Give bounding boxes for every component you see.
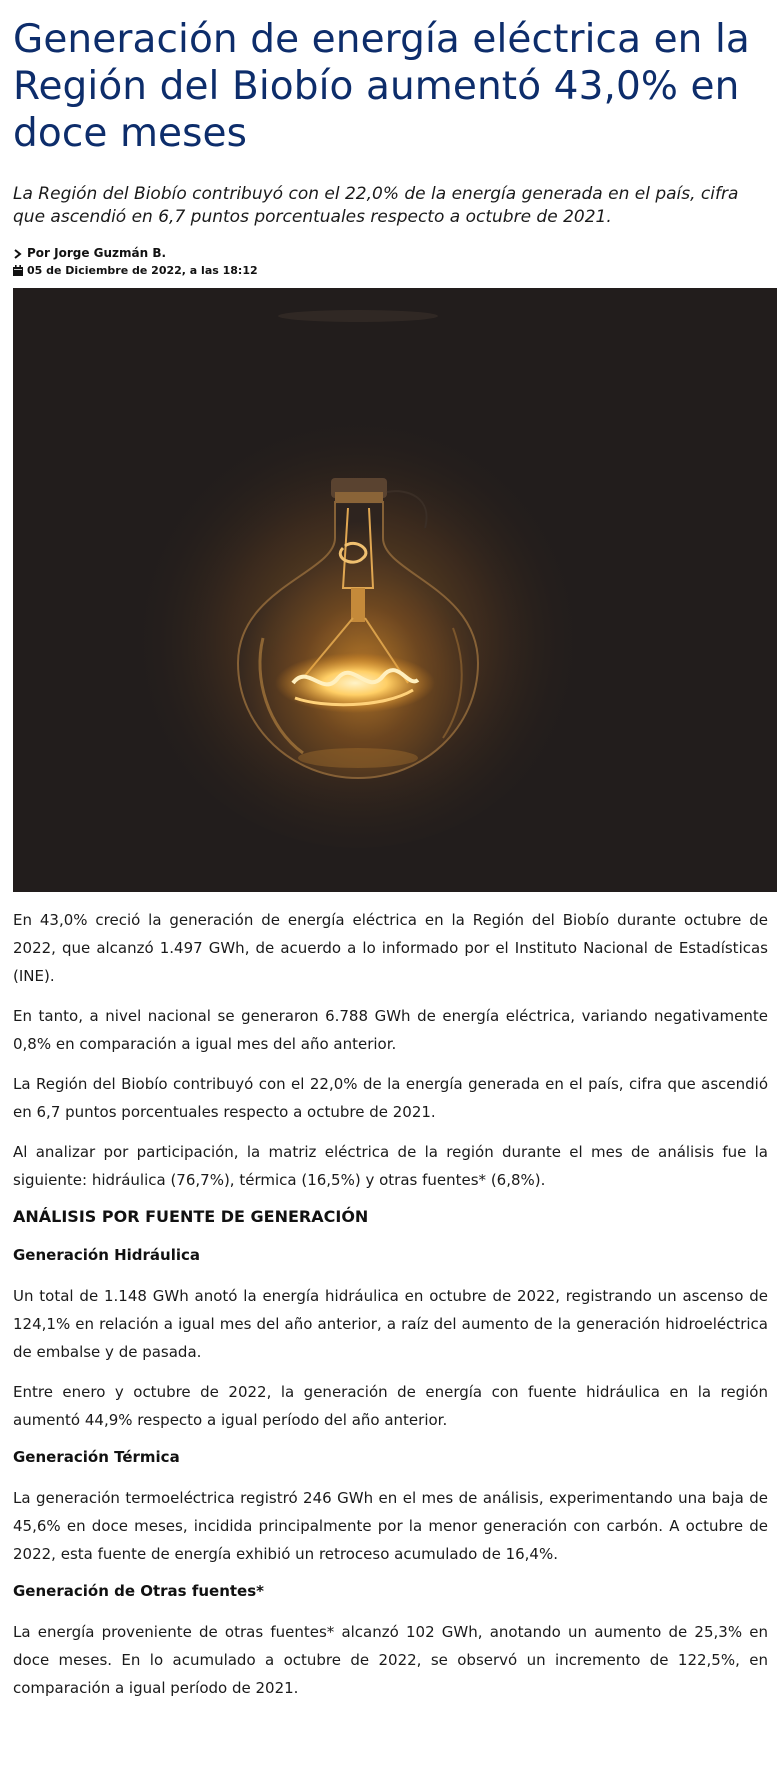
author-name[interactable]: Por Jorge Guzmán B.	[27, 246, 167, 260]
article-page	[0, 16, 781, 1789]
paragraph: Un total de 1.148 GWh anotó la energía hidráulica en octubre de 2022, registrando un ascenso de 124,1% en relación a igual mes del año anterior, a raíz del aumento de la generación hidroeléctrica de embalse y de pasada.	[13, 1287, 768, 1361]
publish-date: 05 de Diciembre de 2022, a las 18:12	[27, 264, 258, 277]
light-bulb-photo	[13, 288, 777, 892]
calendar-icon	[13, 265, 23, 276]
article-title: Generación de energía eléctrica en la Región del Biobío aumentó 43,0% en doce meses	[13, 17, 750, 156]
paragraph: La Región del Biobío contribuyó con el 22,0% de la energía generada en el país, cifra que ascendió en 6,7 puntos porcentuales respecto a octubre de 2021.	[13, 1075, 768, 1121]
subheading-thermal: Generación Térmica	[13, 1448, 180, 1466]
paragraph: Entre enero y octubre de 2022, la generación de energía con fuente hidráulica en la región aumentó 44,9% respecto a igual período del año anterior.	[13, 1383, 768, 1429]
paragraph: En 43,0% creció la generación de energía eléctrica en la Región del Biobío durante octubre de 2022, que alcanzó 1.497 GWh, de acuerdo a lo informado por el Instituto Nacional de Estadísticas (INE).	[13, 911, 768, 985]
subheading-other: Generación de Otras fuentes*	[13, 1582, 264, 1600]
paragraph: Al analizar por participación, la matriz eléctrica de la región durante el mes de análisis fue la siguiente: hidráulica (76,7%), térmica (16,5%) y otras fuentes* (6,8%).	[13, 1143, 768, 1189]
paragraph: En tanto, a nivel nacional se generaron 6.788 GWh de energía eléctrica, variando negativamente 0,8% en comparación a igual mes del año anterior.	[13, 1007, 768, 1053]
subheading-hydro: Generación Hidráulica	[13, 1246, 201, 1264]
article-body	[13, 906, 768, 1702]
paragraph: La generación termoeléctrica registró 246 GWh en el mes de análisis, experimentando una baja de 45,6% en doce meses, incidida principalmente por la menor generación con carbón. A octubre de 2022, esta fuente de energía exhibió un retroceso acumulado de 16,4%.	[13, 1489, 768, 1563]
author-line	[13, 245, 768, 262]
paragraph: La energía proveniente de otras fuentes* alcanzó 102 GWh, anotando un aumento de 25,3% en doce meses. En lo acumulado a octubre de 2022, se observó un incremento de 122,5%, en comparación a igual período de 2021.	[13, 1623, 768, 1697]
article-lead: La Región del Biobío contribuyó con el 22,0% de la energía generada en el país, cifra que ascendió en 6,7 puntos porcentuales respecto a octubre de 2021.	[13, 184, 739, 227]
article-meta	[13, 245, 768, 279]
date-line	[13, 262, 768, 279]
section-heading: ANÁLISIS POR FUENTE DE GENERACIÓN	[13, 1207, 369, 1226]
chevron-right-icon	[13, 248, 23, 260]
